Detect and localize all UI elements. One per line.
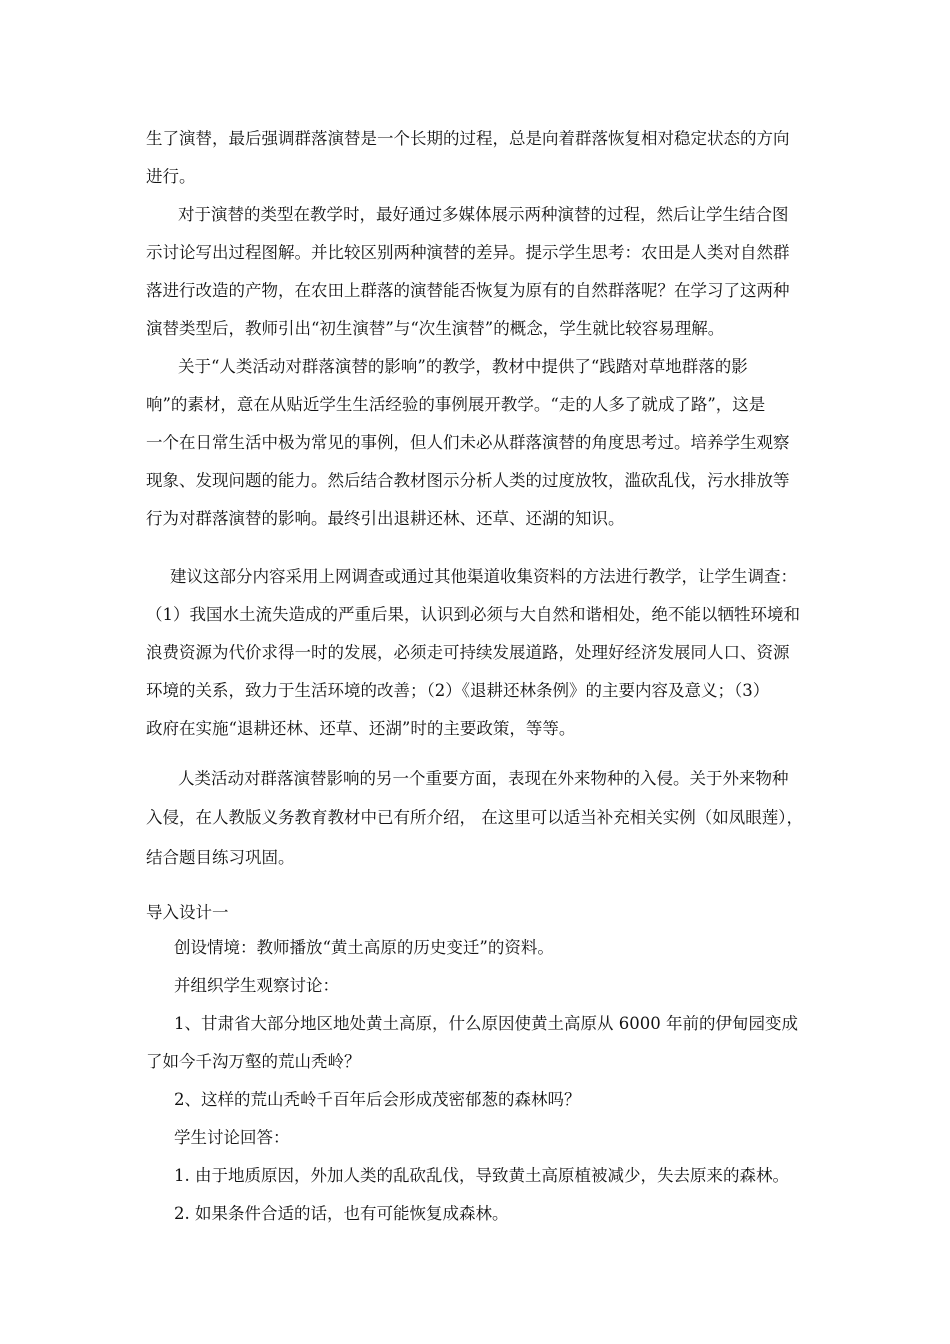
text-line: 政府在实施“退耕还林、还草、还湖”时的主要政策，等等。: [146, 719, 576, 738]
text-line: 环境的关系，致力于生活环境的改善；（2）《退耕还林条例》的主要内容及意义；（3）: [146, 681, 770, 700]
text-line: 入侵，在人教版义务教育教材中已有所介绍， 在这里可以适当补充相关实例（如凤眼莲），: [146, 808, 803, 827]
text-line: 2、这样的荒山秃岭千百年后会形成茂密郁葱的森林吗？: [174, 1090, 581, 1109]
text-line: 生了演替，最后强调群落演替是一个长期的过程，总是向着群落恢复相对稳定状态的方向: [146, 129, 790, 148]
text-line: 示讨论写出过程图解。并比较区别两种演替的差异。提示学生思考：农田是人类对自然群: [146, 243, 790, 262]
text-line: 落进行改造的产物，在农田上群落的演替能否恢复为原有的自然群落呢？在学习了这两种: [146, 281, 790, 300]
text-line: 关于“人类活动对群落演替的影响”的教学，教材中提供了“践踏对草地群落的影: [178, 357, 748, 376]
text-line: 响”的素材，意在从贴近学生生活经验的事例展开教学。“走的人多了就成了路”，这是: [146, 395, 766, 414]
text-line: 现象、发现问题的能力。然后结合教材图示分析人类的过度放牧，滥砍乱伐，污水排放等: [146, 471, 790, 490]
text-line: （1）我国水土流失造成的严重后果，认识到必须与大自然和谐相处，绝不能以牺牲环境和: [146, 605, 800, 624]
text-line: 创设情境：教师播放“黄土高原的历史变迁”的资料。: [174, 938, 554, 957]
text-line: 了如今千沟万壑的荒山秃岭？: [146, 1052, 361, 1071]
text-line: 结合题目练习巩固。: [146, 848, 295, 867]
text-line: 人类活动对群落演替影响的另一个重要方面，表现在外来物种的入侵。关于外来物种: [178, 769, 789, 788]
text-line: 2. 如果条件合适的话，也有可能恢复成森林。: [174, 1204, 509, 1223]
text-line: 一个在日常生活中极为常见的事例，但人们未必从群落演替的角度思考过。培养学生观察: [146, 433, 790, 452]
text-line: 浪费资源为代价求得一时的发展，必须走可持续发展道路，处理好经济发展同人口、资源: [146, 643, 790, 662]
text-line: 学生讨论回答：: [174, 1128, 290, 1147]
text-line: 演替类型后，教师引出“初生演替”与“次生演替”的概念，学生就比较容易理解。: [146, 319, 725, 338]
text-line: 行为对群落演替的影响。最终引出退耕还林、还草、还湖的知识。: [146, 509, 625, 528]
text-line: 进行。: [146, 167, 196, 186]
text-line: 建议这部分内容采用上网调查或通过其他渠道收集资料的方法进行教学，让学生调查：: [170, 567, 797, 586]
text-line: 并组织学生观察讨论：: [174, 976, 339, 995]
text-line: 1. 由于地质原因，外加人类的乱砍乱伐，导致黄土高原植被减少，失去原来的森林。: [174, 1166, 789, 1185]
text-line: 对于演替的类型在教学时，最好通过多媒体展示两种演替的过程，然后让学生结合图: [178, 205, 789, 224]
section-heading: 导入设计一: [146, 903, 229, 922]
text-line: 1、甘肃省大部分地区地处黄土高原，什么原因使黄土高原从 6000 年前的伊甸园变成: [174, 1014, 798, 1033]
